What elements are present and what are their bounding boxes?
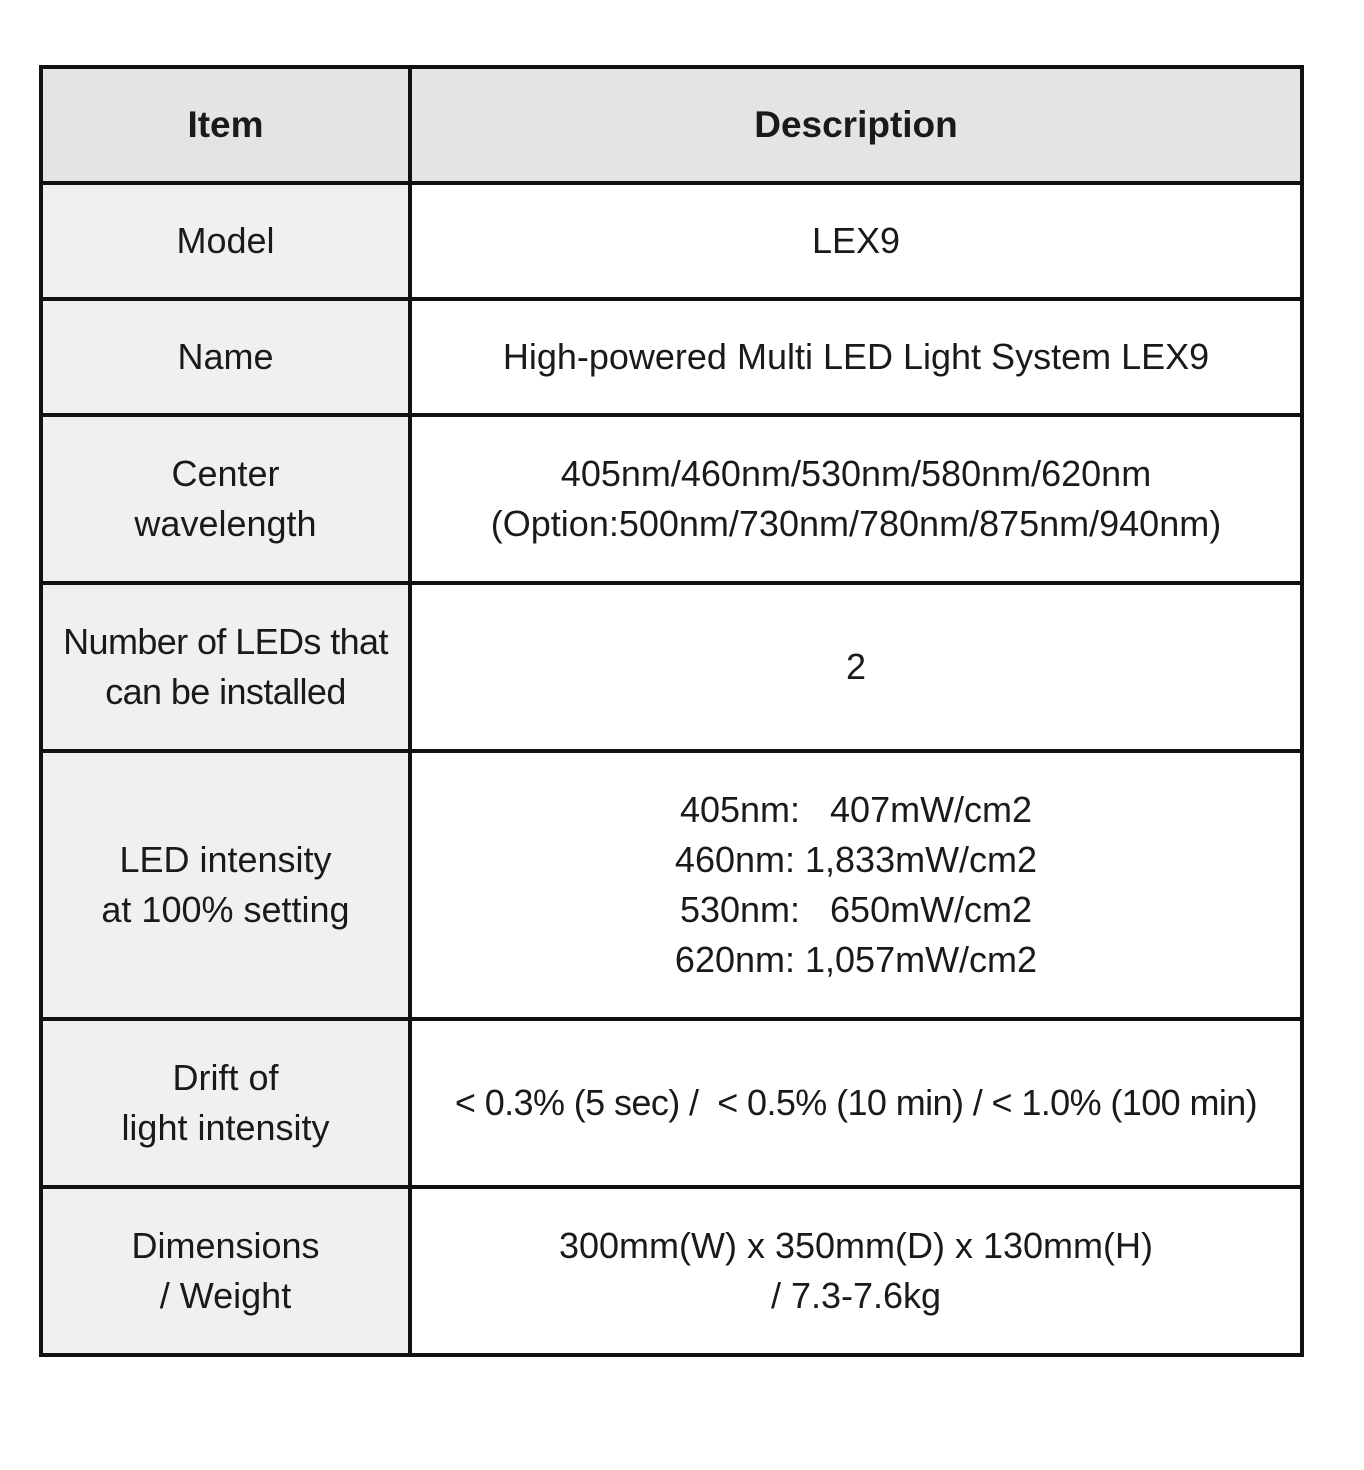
item-cell [41, 415, 410, 583]
table-row-dimensions [41, 1187, 1302, 1355]
item-label: can be installed [105, 671, 346, 712]
description-cell [410, 415, 1302, 583]
item-cell [41, 183, 410, 299]
item-label: light intensity [121, 1107, 330, 1148]
table-row-led-intensity [41, 751, 1302, 1019]
description-text: 405nm/460nm/530nm/580nm/620nm [560, 453, 1152, 494]
description-cell [410, 183, 1302, 299]
description-text: / 7.3-7.6kg [770, 1275, 942, 1316]
item-label: Name [177, 336, 274, 377]
item-label: Center [171, 453, 280, 494]
table-row-number-of-leds [41, 583, 1302, 751]
description-text: High-powered Multi LED Light System LEX9 [502, 336, 1210, 377]
header-item: Item [41, 67, 410, 183]
table-row-name [41, 299, 1302, 415]
table-row-drift [41, 1019, 1302, 1187]
spec-table [39, 65, 1304, 1357]
description-text: < 0.3% (5 sec) / < 0.5% (10 min) / < 1.0% (100 min) [454, 1082, 1258, 1123]
description-text: 300mm(W) x 350mm(D) x 130mm(H) [558, 1225, 1154, 1266]
header-description: Description [410, 67, 1302, 183]
table-row-center-wavelength [41, 415, 1302, 583]
description-text: 460nm: 1,833mW/cm2 [674, 839, 1038, 880]
item-label: wavelength [134, 503, 317, 544]
description-cell [410, 1187, 1302, 1355]
table-row-model [41, 183, 1302, 299]
item-label: LED intensity [119, 839, 332, 880]
item-label: Number of LEDs that [63, 621, 388, 662]
description-text: 405nm: 407mW/cm2 [679, 789, 1033, 830]
description-cell [410, 299, 1302, 415]
description-text: 2 [845, 646, 867, 687]
item-cell [41, 583, 410, 751]
item-cell [41, 751, 410, 1019]
item-cell [41, 1019, 410, 1187]
item-label: Dimensions [131, 1225, 320, 1266]
table-header-row [41, 67, 1302, 183]
description-cell [410, 1019, 1302, 1187]
description-cell [410, 583, 1302, 751]
item-label: at 100% setting [101, 889, 350, 930]
item-label: Drift of [172, 1057, 279, 1098]
description-cell [410, 751, 1302, 1019]
item-label: Model [176, 220, 275, 261]
item-label: / Weight [159, 1275, 292, 1316]
description-text: 530nm: 650mW/cm2 [679, 889, 1033, 930]
description-text: (Option:500nm/730nm/780nm/875nm/940nm) [490, 503, 1222, 544]
description-text: 620nm: 1,057mW/cm2 [674, 939, 1038, 980]
description-text: LEX9 [811, 220, 901, 261]
item-cell [41, 299, 410, 415]
item-cell [41, 1187, 410, 1355]
